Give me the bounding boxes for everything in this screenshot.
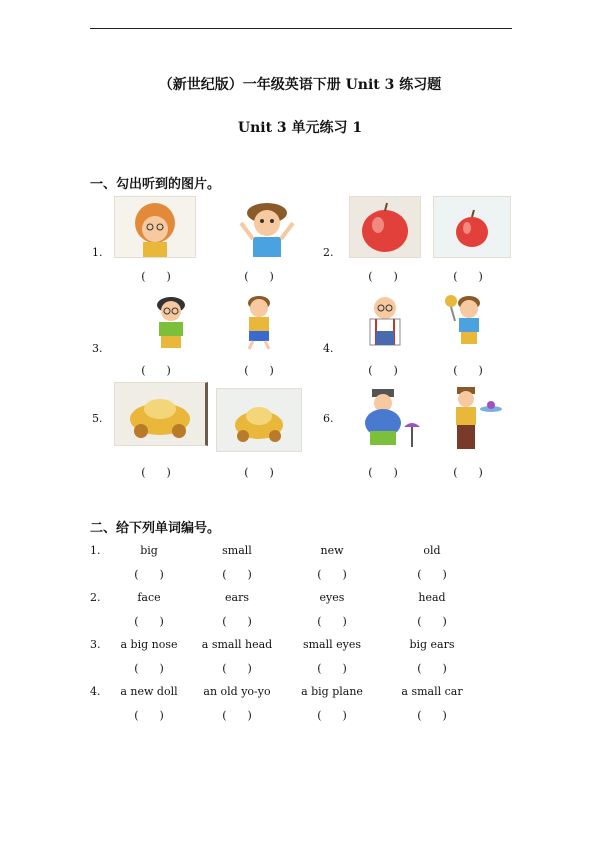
- answer-blank[interactable]: ( ): [317, 615, 347, 628]
- boy-with-glasses-icon[interactable]: [142, 292, 200, 352]
- word: head: [418, 591, 446, 604]
- answer-blank[interactable]: ( ): [141, 270, 171, 283]
- answer-blank[interactable]: ( ): [453, 270, 483, 283]
- fat-man-with-umbrella-icon[interactable]: [349, 386, 423, 452]
- word: big ears: [409, 638, 455, 651]
- top-rule: [90, 28, 512, 29]
- answer-blank[interactable]: ( ): [244, 364, 274, 377]
- small-apple-icon[interactable]: [433, 196, 511, 258]
- toy-car-icon[interactable]: [216, 388, 302, 452]
- boy-pointing-at-ears-icon[interactable]: [228, 196, 306, 258]
- waiter-icon[interactable]: [436, 384, 506, 454]
- word: ears: [225, 591, 249, 604]
- item-4-number: 4.: [323, 342, 334, 355]
- word: a big plane: [301, 685, 363, 698]
- item-5-number: 5.: [92, 412, 103, 425]
- answer-blank[interactable]: ( ): [368, 466, 398, 479]
- big-apple-icon[interactable]: [349, 196, 421, 258]
- word: old: [423, 544, 441, 557]
- word: face: [137, 591, 161, 604]
- answer-blank[interactable]: ( ): [222, 709, 252, 722]
- item-1-number: 1.: [92, 246, 103, 259]
- boy-with-lollipop-icon[interactable]: [440, 290, 494, 350]
- answer-blank[interactable]: ( ): [134, 662, 164, 675]
- word: a new doll: [120, 685, 178, 698]
- page-subtitle: Unit 3 单元练习 1: [237, 120, 363, 136]
- answer-blank[interactable]: ( ): [222, 662, 252, 675]
- answer-blank[interactable]: ( ): [222, 568, 252, 581]
- answer-blank[interactable]: ( ): [417, 709, 447, 722]
- row-1-number: 1.: [90, 544, 101, 557]
- answer-blank[interactable]: ( ): [134, 615, 164, 628]
- curly-haired-boy-icon[interactable]: [114, 196, 196, 258]
- answer-blank[interactable]: ( ): [417, 568, 447, 581]
- item-3-number: 3.: [92, 342, 103, 355]
- answer-blank[interactable]: ( ): [368, 270, 398, 283]
- toy-car-icon[interactable]: [114, 382, 208, 446]
- answer-blank[interactable]: ( ): [141, 466, 171, 479]
- answer-blank[interactable]: ( ): [244, 270, 274, 283]
- word: a small car: [401, 685, 463, 698]
- answer-blank[interactable]: ( ): [368, 364, 398, 377]
- answer-blank[interactable]: ( ): [417, 615, 447, 628]
- section-2-heading: 二、给下列单词编号。: [90, 521, 221, 536]
- answer-blank[interactable]: ( ): [134, 709, 164, 722]
- word: new: [320, 544, 344, 557]
- answer-blank[interactable]: ( ): [141, 364, 171, 377]
- boy-in-blue-shorts-icon[interactable]: [233, 292, 285, 352]
- item-6-number: 6.: [323, 412, 334, 425]
- row-4-number: 4.: [90, 685, 101, 698]
- word: a big nose: [120, 638, 178, 651]
- page-title: （新世纪版）一年级英语下册 Unit 3 练习题: [158, 77, 442, 93]
- answer-blank[interactable]: ( ): [317, 662, 347, 675]
- word: small eyes: [302, 638, 362, 651]
- answer-blank[interactable]: ( ): [244, 466, 274, 479]
- row-3-number: 3.: [90, 638, 101, 651]
- word: an old yo-yo: [203, 685, 271, 698]
- word: a small head: [201, 638, 273, 651]
- answer-blank[interactable]: ( ): [317, 709, 347, 722]
- old-man-icon[interactable]: [353, 290, 417, 350]
- answer-blank[interactable]: ( ): [134, 568, 164, 581]
- answer-blank[interactable]: ( ): [222, 615, 252, 628]
- section-1-heading: 一、勾出听到的图片。: [90, 177, 221, 192]
- word: eyes: [319, 591, 345, 604]
- word: small: [222, 544, 252, 557]
- answer-blank[interactable]: ( ): [453, 466, 483, 479]
- row-2-number: 2.: [90, 591, 101, 604]
- answer-blank[interactable]: ( ): [453, 364, 483, 377]
- answer-blank[interactable]: ( ): [317, 568, 347, 581]
- item-2-number: 2.: [323, 246, 334, 259]
- answer-blank[interactable]: ( ): [417, 662, 447, 675]
- word: big: [140, 544, 158, 557]
